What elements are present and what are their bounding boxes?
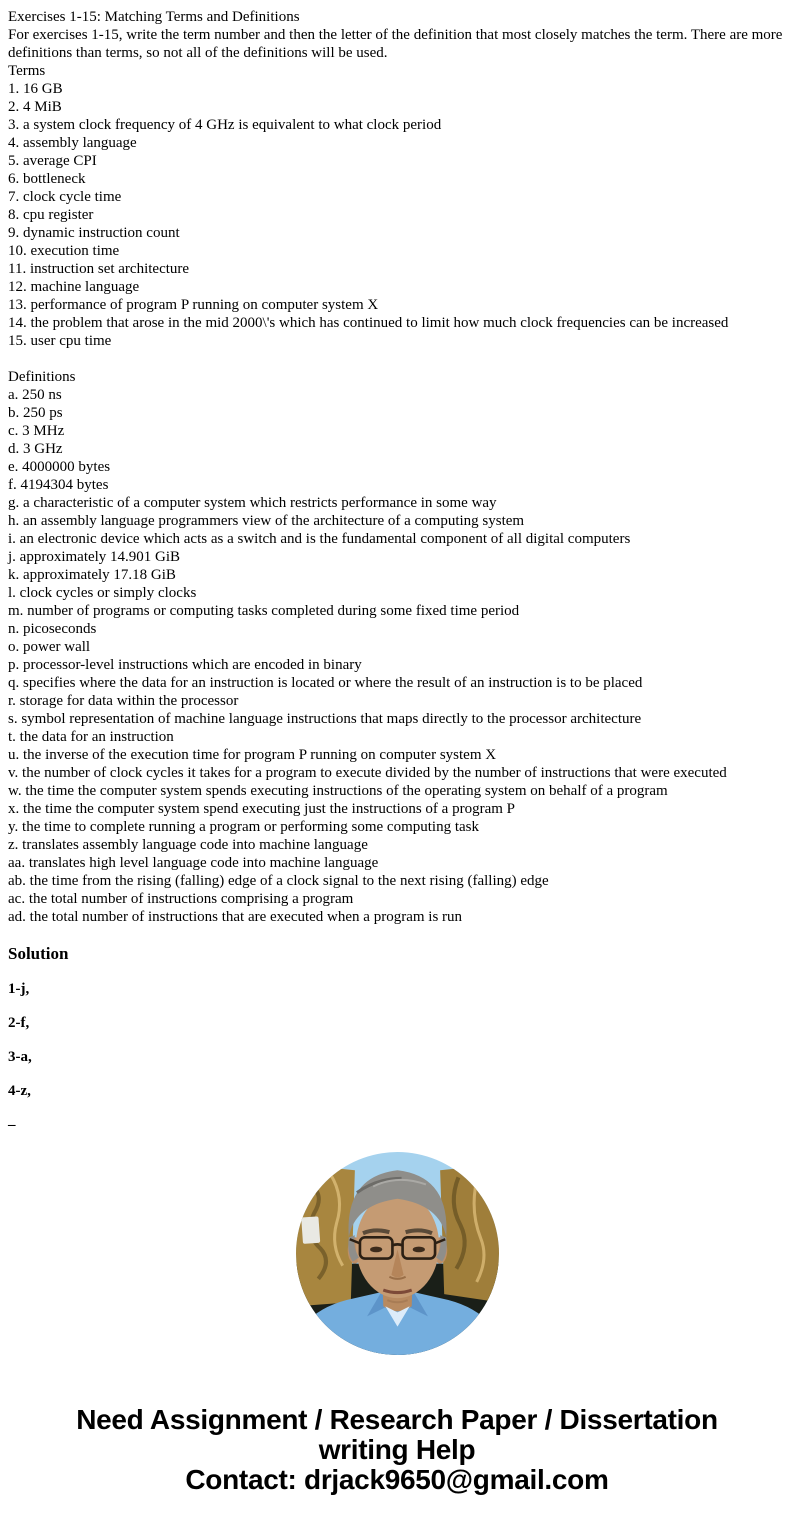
definition-item: o. power wall	[8, 639, 91, 655]
definition-item: u. the inverse of the execution time for program P running on computer system X	[8, 747, 497, 763]
solution-heading: Solution	[8, 944, 69, 963]
exercise-intro: For exercises 1-15, write the term number and then the letter of the definition that most closely matches the term. There are more definitions than terms, so not all of the definitions will be used.	[8, 27, 783, 61]
definition-item: c. 3 MHz	[8, 423, 65, 439]
term-item: 15. user cpu time	[8, 333, 112, 349]
term-item: 12. machine language	[8, 279, 140, 295]
solution-list	[8, 980, 786, 1134]
definition-item: t. the data for an instruction	[8, 729, 174, 745]
avatar-container	[0, 1152, 794, 1355]
term-item: 9. dynamic instruction count	[8, 225, 180, 241]
term-item: 13. performance of program P running on computer system X	[8, 297, 379, 313]
tutor-photo-illustration	[296, 1152, 499, 1355]
definition-item: p. processor-level instructions which are encoded in binary	[8, 657, 362, 673]
definition-item: i. an electronic device which acts as a switch and is the fundamental component of all digital computers	[8, 531, 631, 547]
term-item: 3. a system clock frequency of 4 GHz is equivalent to what clock period	[8, 117, 442, 133]
definition-item: j. approximately 14.901 GiB	[8, 549, 181, 565]
definition-item: m. number of programs or computing tasks completed during some fixed time period	[8, 603, 520, 619]
term-item: 10. execution time	[8, 243, 120, 259]
definition-item: ab. the time from the rising (falling) edge of a clock signal to the next rising (falling) edge	[8, 873, 549, 889]
definition-item: x. the time the computer system spend executing just the instructions of a program P	[8, 801, 515, 817]
terms-list	[8, 80, 786, 350]
definition-item: q. specifies where the data for an instruction is located or where the result of an instruction is to be placed	[8, 675, 643, 691]
solution-item: –	[8, 1117, 16, 1133]
definition-item: r. storage for data within the processor	[8, 693, 239, 709]
definition-item: l. clock cycles or simply clocks	[8, 585, 197, 601]
footer-line: writing Help	[318, 1434, 476, 1465]
definition-item: ac. the total number of instructions comprising a program	[8, 891, 354, 907]
footer-banner	[0, 1405, 794, 1523]
definition-item: e. 4000000 bytes	[8, 459, 111, 475]
definition-item: a. 250 ns	[8, 387, 62, 403]
solution-item: 3-a,	[8, 1049, 32, 1065]
tutor-photo	[296, 1152, 499, 1355]
definition-item: g. a characteristic of a computer system which restricts performance in some way	[8, 495, 497, 511]
terms-heading: Terms	[8, 63, 46, 79]
term-item: 6. bottleneck	[8, 171, 86, 187]
definition-item: k. approximately 17.18 GiB	[8, 567, 176, 583]
definitions-list	[8, 386, 786, 926]
term-item: 11. instruction set architecture	[8, 261, 190, 277]
footer-line: Contact: drjack9650@gmail.com	[185, 1464, 609, 1495]
solution-item: 2-f,	[8, 1015, 30, 1031]
definition-item: w. the time the computer system spends executing instructions of the operating system on behalf of a program	[8, 783, 668, 799]
definition-item: v. the number of clock cycles it takes for a program to execute divided by the number of instructions that were executed	[8, 765, 727, 781]
definition-item: d. 3 GHz	[8, 441, 63, 457]
solution-item: 4-z,	[8, 1083, 31, 1099]
term-item: 7. clock cycle time	[8, 189, 122, 205]
definitions-heading: Definitions	[8, 369, 76, 385]
definition-item: h. an assembly language programmers view of the architecture of a computing system	[8, 513, 525, 529]
term-item: 5. average CPI	[8, 153, 97, 169]
definition-item: z. translates assembly language code into machine language	[8, 837, 368, 853]
definition-item: b. 250 ps	[8, 405, 63, 421]
footer-text-lines	[0, 1405, 794, 1495]
definition-item: n. picoseconds	[8, 621, 97, 637]
definition-item: s. symbol representation of machine language instructions that maps directly to the processor architecture	[8, 711, 642, 727]
exercise-title: Exercises 1-15: Matching Terms and Definitions	[8, 9, 300, 25]
term-item: 14. the problem that arose in the mid 2000\'s which has continued to limit how much clock frequencies can be increased	[8, 315, 729, 331]
term-item: 1. 16 GB	[8, 81, 63, 97]
definition-item: aa. translates high level language code into machine language	[8, 855, 379, 871]
definition-item: y. the time to complete running a program or performing some computing task	[8, 819, 479, 835]
footer-line: Need Assignment / Research Paper / Dissertation	[76, 1404, 718, 1435]
term-item: 8. cpu register	[8, 207, 94, 223]
term-item: 2. 4 MiB	[8, 99, 62, 115]
definition-item: f. 4194304 bytes	[8, 477, 109, 493]
term-item: 4. assembly language	[8, 135, 137, 151]
solution-item: 1-j,	[8, 981, 30, 997]
spacer	[8, 350, 786, 368]
definition-item: ad. the total number of instructions that are executed when a program is run	[8, 909, 463, 925]
